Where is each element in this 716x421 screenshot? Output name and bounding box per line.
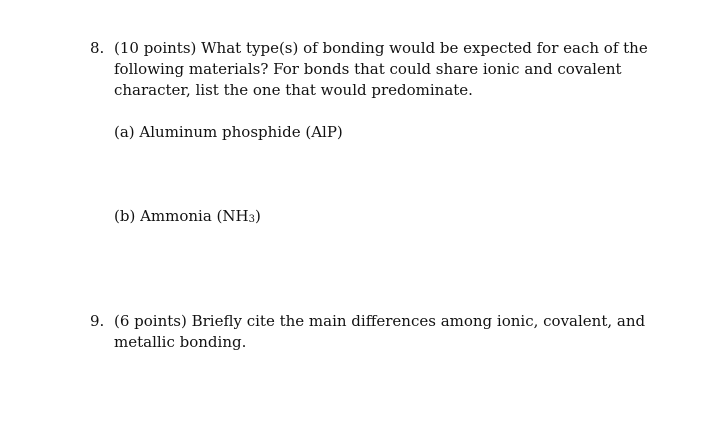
question-8-text: (10 points) What type(s) of bonding would be expected for each of the following materials? For bonds that could share ionic and covalent character, list the one that would predominate. — [114, 39, 648, 99]
question-9-number: 9. — [90, 312, 105, 330]
question-8-part-b-prefix: (b) Ammonia (NH — [114, 207, 249, 225]
question-8-number: 8. — [90, 39, 105, 57]
question-9-text: (6 points) Briefly cite the main differences among ionic, covalent, and metallic bonding. — [114, 312, 646, 351]
question-8-part-b-suffix: ) — [255, 207, 261, 225]
question-8-part-a: (a) Aluminum phosphide (AlP) — [114, 123, 343, 141]
question-8-part-b — [114, 206, 261, 230]
question-8 — [90, 38, 690, 101]
question-8-part-b-subscript: 3 — [248, 214, 255, 225]
question-9 — [90, 311, 690, 353]
